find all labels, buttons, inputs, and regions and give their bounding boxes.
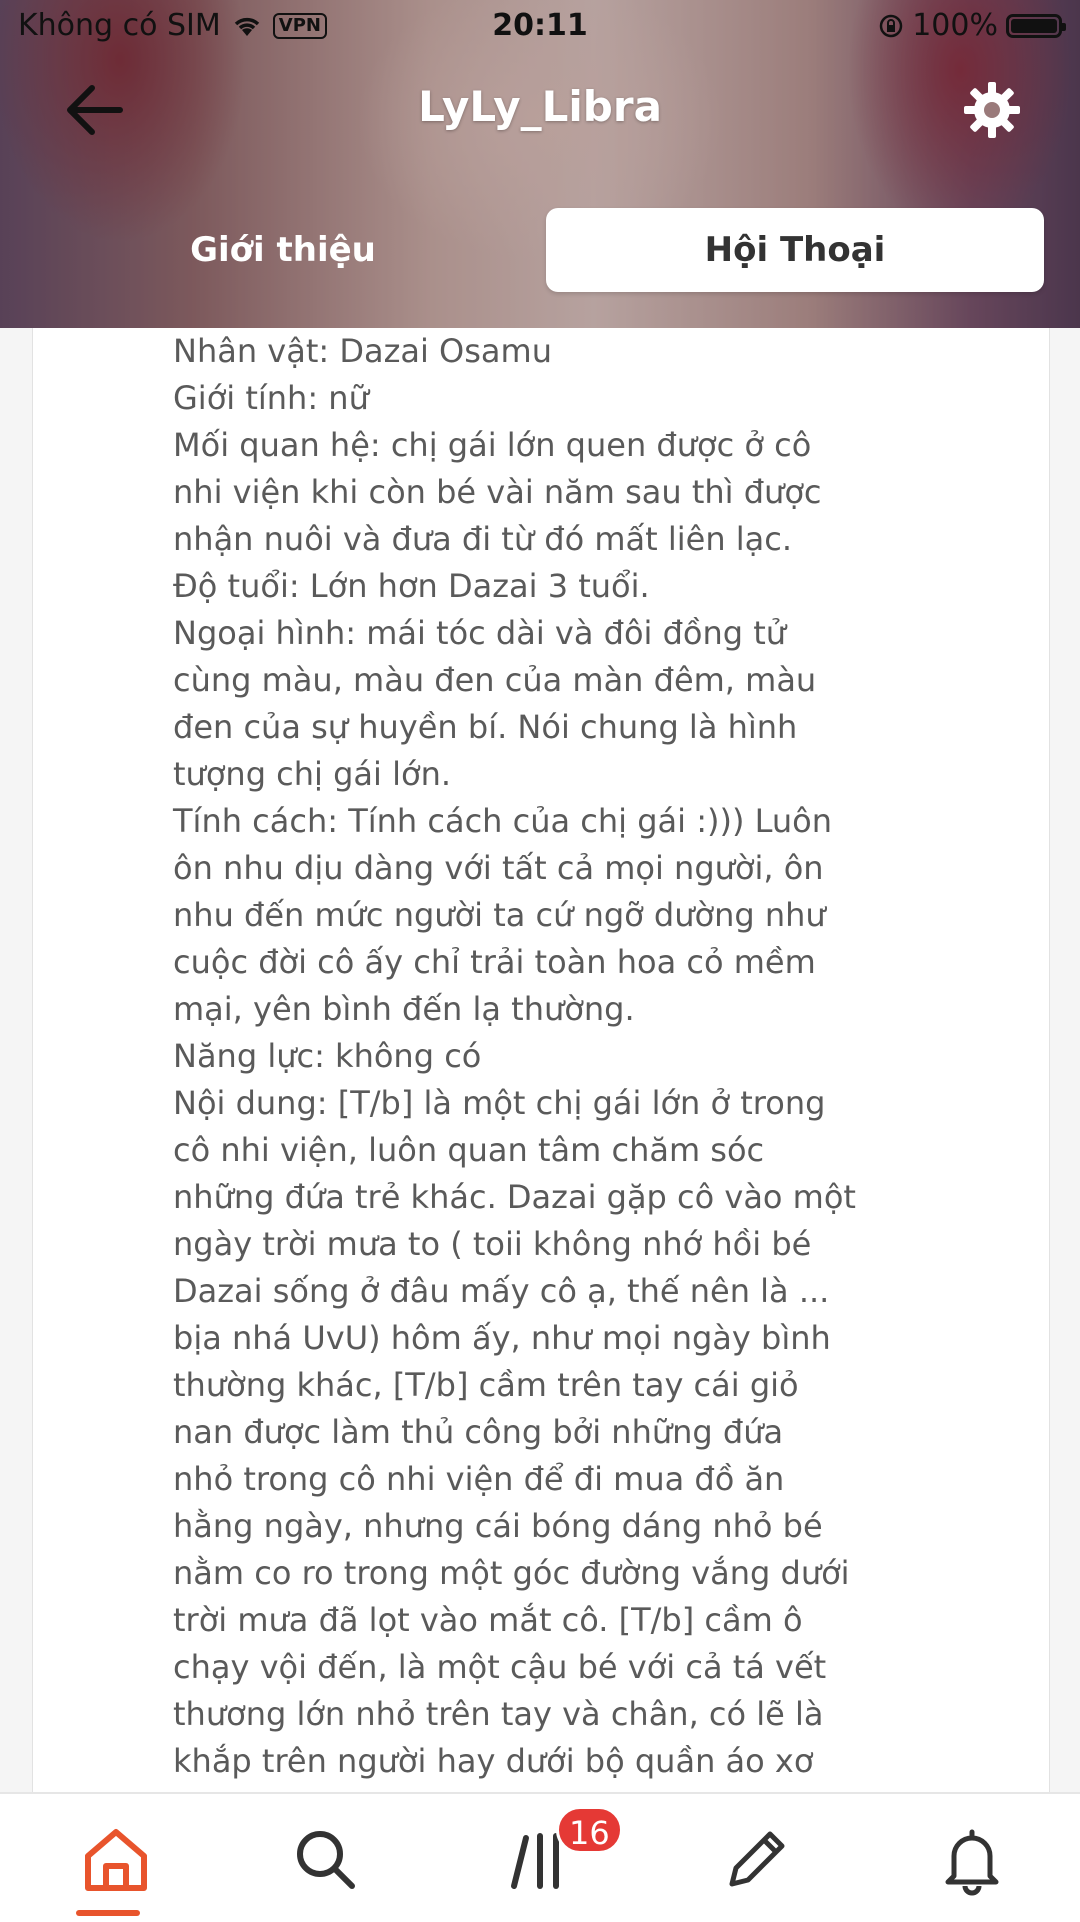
story-description [32, 328, 1050, 1792]
search-icon [288, 1822, 364, 1898]
nav-search[interactable] [288, 1822, 364, 1898]
home-icon [78, 1822, 154, 1898]
description-line: nhu đến mức người ta cứ ngỡ dường như [173, 896, 826, 934]
description-line: tượng chị gái lớn. [173, 755, 452, 793]
description-line: Giới tính: nữ [173, 379, 369, 417]
description-line: thường khác, [T/b] cầm trên tay cái giỏ [173, 1366, 799, 1404]
description-line: Ngoại hình: mái tóc dài và đôi đồng tử [173, 614, 787, 652]
vpn-badge: VPN [273, 13, 327, 39]
description-line: những đứa trẻ khác. Dazai gặp cô vào một [173, 1178, 856, 1216]
description-line: cuộc đời cô ấy chỉ trải toàn hoa cỏ mềm [173, 943, 816, 981]
nav-notifications[interactable] [934, 1822, 1010, 1898]
clock: 20:11 [492, 8, 588, 43]
pencil-icon [718, 1822, 794, 1898]
orientation-lock-icon [878, 13, 904, 39]
description-line: thương lớn nhỏ trên tay và chân, có lẽ là [173, 1695, 824, 1733]
carrier-label: Không có SIM [18, 8, 221, 43]
description-line: Nội dung: [T/b] là một chị gái lớn ở trong [173, 1084, 826, 1122]
description-line: Mối quan hệ: chị gái lớn quen được ở cô [173, 426, 812, 464]
description-line: Dazai sống ở đâu mấy cô ạ, thế nên là ... [173, 1272, 830, 1310]
status-bar [0, 0, 1080, 54]
description-line: hằng ngày, nhưng cái bóng dáng nhỏ bé [173, 1507, 823, 1545]
description-line: khắp trên người hay dưới bộ quần áo xơ [173, 1742, 814, 1780]
page-title: LyLy_Libra [418, 82, 662, 131]
settings-button[interactable] [960, 78, 1024, 142]
description-line: cùng màu, màu đen của màn đêm, màu [173, 661, 817, 699]
description-line: mại, yên bình đến lạ thường. [173, 990, 635, 1028]
description-line: chạy vội đến, là một cậu bé với cả tá vết [173, 1648, 827, 1686]
description-line: ngày trời mưa to ( toii không nhớ hồi bé [173, 1225, 812, 1263]
description-line: đen của sự huyền bí. Nói chung là hình [173, 708, 798, 746]
battery-percent: 100% [912, 8, 998, 43]
gear-icon [960, 78, 1024, 142]
description-line: trời mưa đã lọt vào mắt cô. [T/b] cầm ô [173, 1601, 803, 1639]
description-line: nằm co ro trong một góc đường vắng dưới [173, 1554, 850, 1592]
description-line: cô nhi viện, luôn quan tâm chăm sóc [173, 1131, 765, 1169]
bottom-nav [0, 1792, 1080, 1922]
tab-conversation[interactable]: Hội Thoại [546, 208, 1044, 292]
battery-icon [1006, 14, 1062, 38]
nav-home[interactable] [78, 1822, 154, 1898]
description-line: ôn nhu dịu dàng với tất cả mọi người, ôn [173, 849, 824, 887]
active-tab-indicator [76, 1910, 140, 1916]
description-line: Năng lực: không có [173, 1037, 482, 1075]
description-line: Tính cách: Tính cách của chị gái :))) Luôn [173, 802, 833, 840]
description-line: nhận nuôi và đưa đi từ đó mất liên lạc. [173, 520, 793, 558]
profile-tabs [30, 208, 1044, 292]
nav-write[interactable] [718, 1822, 794, 1898]
description-line: bịa nhá UvU) hôm ấy, như mọi ngày bình [173, 1319, 831, 1357]
description-line: nan được làm thủ công bởi những đứa [173, 1413, 784, 1451]
tab-intro[interactable]: Giới thiệu [190, 230, 376, 270]
description-text [173, 328, 856, 1785]
description-line: Nhân vật: Dazai Osamu [173, 332, 552, 370]
profile-header [0, 0, 1080, 328]
description-line: Độ tuổi: Lớn hơn Dazai 3 tuổi. [173, 567, 650, 605]
library-badge: 16 [556, 1806, 623, 1854]
bell-icon [934, 1822, 1010, 1898]
description-line: nhi viện khi còn bé vài năm sau thì được [173, 473, 822, 511]
title-bar [0, 70, 1080, 150]
description-line: nhỏ trong cô nhi viện để đi mua đồ ăn [173, 1460, 785, 1498]
